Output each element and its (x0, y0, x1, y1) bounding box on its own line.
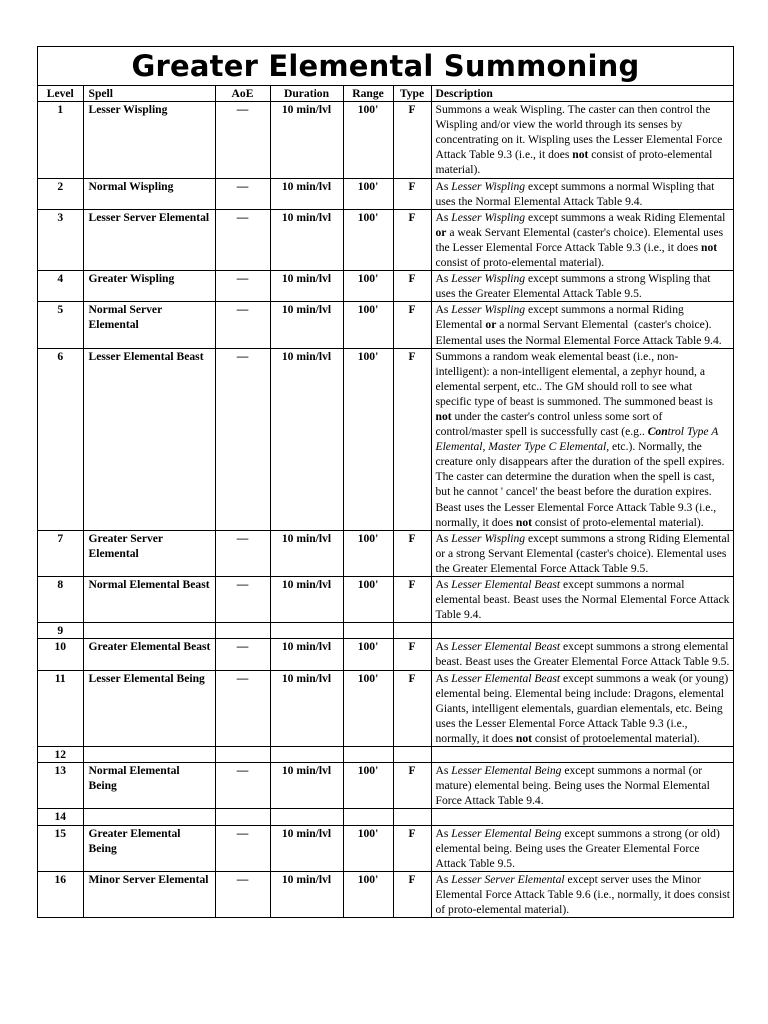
spell-name-cell: Lesser Elemental Beast (83, 348, 215, 530)
spell-table (38, 86, 733, 917)
level-cell: 1 (38, 102, 83, 178)
aoe-cell: — (215, 825, 270, 871)
spell-list-document (37, 46, 734, 918)
table-row (38, 670, 733, 746)
aoe-cell (215, 809, 270, 825)
description-cell: As Lesser Elemental Being except summons a strong (or old) elemental being. Being uses the Greater Elemental Force Attack Table 9.5. (431, 825, 733, 871)
level-cell: 3 (38, 209, 83, 270)
range-cell: 100' (343, 670, 393, 746)
level-cell: 5 (38, 302, 83, 348)
aoe-cell: — (215, 102, 270, 178)
type-cell: F (393, 871, 431, 917)
range-cell: 100' (343, 102, 393, 178)
duration-cell (270, 623, 343, 639)
duration-cell: 10 min/lvl (270, 577, 343, 623)
table-body (38, 102, 733, 917)
spell-name-cell: Minor Server Elemental (83, 871, 215, 917)
type-cell (393, 623, 431, 639)
spell-name-cell: Normal Elemental Being (83, 763, 215, 809)
type-cell: F (393, 209, 431, 270)
duration-cell: 10 min/lvl (270, 178, 343, 209)
level-cell: 9 (38, 623, 83, 639)
description-cell: As Lesser Elemental Beast except summons a strong elemental beast. Beast uses the Greater Elemental Force Attack Table 9.5. (431, 639, 733, 670)
type-cell: F (393, 639, 431, 670)
duration-cell: 10 min/lvl (270, 825, 343, 871)
description-cell: As Lesser Elemental Being except summons a normal (or mature) elemental being. Being uses the Normal Elemental Force Attack Table 9.4. (431, 763, 733, 809)
duration-cell: 10 min/lvl (270, 639, 343, 670)
spell-name-cell: Normal Wispling (83, 178, 215, 209)
duration-cell (270, 809, 343, 825)
header-level: Level (38, 86, 83, 102)
description-cell: As Lesser Wispling except summons a strong Wispling that uses the Greater Elemental Attack Table 9.5. (431, 271, 733, 302)
type-cell: F (393, 670, 431, 746)
range-cell: 100' (343, 209, 393, 270)
type-cell: F (393, 825, 431, 871)
table-row (38, 102, 733, 178)
range-cell: 100' (343, 302, 393, 348)
level-cell: 6 (38, 348, 83, 530)
table-row (38, 577, 733, 623)
aoe-cell: — (215, 763, 270, 809)
description-cell: As Lesser Wispling except summons a weak Riding Elemental or a weak Servant Elemental (caster's choice). Elemental uses the Lesser Elemental Force Attack Table 9.3 (i.e., it does not consist of proto-elemental material). (431, 209, 733, 270)
spell-name-cell: Normal Elemental Beast (83, 577, 215, 623)
description-cell (431, 747, 733, 763)
range-cell: 100' (343, 825, 393, 871)
description-cell: As Lesser Wispling except summons a normal Wispling that uses the Normal Elemental Attack Table 9.4. (431, 178, 733, 209)
aoe-cell: — (215, 670, 270, 746)
description-cell: Summons a weak Wispling. The caster can then control the Wispling and/or view the world through its senses by concentrating on it. Wispling uses the Lesser Elemental Force Attack Table 9.3 (i.e., it does not consist of proto-elemental material). (431, 102, 733, 178)
aoe-cell: — (215, 271, 270, 302)
level-cell: 12 (38, 747, 83, 763)
aoe-cell (215, 623, 270, 639)
level-cell: 16 (38, 871, 83, 917)
aoe-cell: — (215, 871, 270, 917)
table-row (38, 809, 733, 825)
table-row (38, 209, 733, 270)
level-cell: 14 (38, 809, 83, 825)
aoe-cell: — (215, 577, 270, 623)
type-cell: F (393, 178, 431, 209)
description-cell: Summons a random weak elemental beast (i.e., non-intelligent): a non-intelligent elemental, a zephyr hound, a elemental serpent, etc.. The GM should roll to see what specific type of beast is summoned. The summoned beast is not under the caster's control unless some sort of control/master spell is successfully cast (e.g.. Control Type A Elemental, Master Type C Elemental, etc.). Normally, the creature only disappears after the duration of the spell expires. The caster can determine the duration when the spell is cast, but he cannot ' cancel' the beast before the duration expires. Beast uses the Lesser Elemental Force Attack Table 9.3 (i.e., normally, it does not consist of proto-elemental material). (431, 348, 733, 530)
table-row (38, 348, 733, 530)
table-row (38, 871, 733, 917)
description-cell (431, 809, 733, 825)
table-row (38, 623, 733, 639)
table-row (38, 302, 733, 348)
level-cell: 11 (38, 670, 83, 746)
range-cell: 100' (343, 577, 393, 623)
aoe-cell (215, 747, 270, 763)
duration-cell: 10 min/lvl (270, 271, 343, 302)
level-cell: 2 (38, 178, 83, 209)
type-cell: F (393, 577, 431, 623)
range-cell: 100' (343, 348, 393, 530)
range-cell (343, 623, 393, 639)
spell-name-cell: Lesser Elemental Being (83, 670, 215, 746)
table-header-row (38, 86, 733, 102)
spell-name-cell: Greater Elemental Beast (83, 639, 215, 670)
description-cell (431, 623, 733, 639)
header-type: Type (393, 86, 431, 102)
description-cell: As Lesser Wispling except summons a normal Riding Elemental or a normal Servant Elemental (caster's choice). Elemental uses the Normal Elemental Force Attack Table 9.4. (431, 302, 733, 348)
type-cell: F (393, 302, 431, 348)
type-cell: F (393, 530, 431, 576)
table-row (38, 825, 733, 871)
duration-cell: 10 min/lvl (270, 209, 343, 270)
table-row (38, 530, 733, 576)
level-cell: 7 (38, 530, 83, 576)
header-duration: Duration (270, 86, 343, 102)
type-cell: F (393, 348, 431, 530)
spell-name-cell: Greater Elemental Being (83, 825, 215, 871)
aoe-cell: — (215, 178, 270, 209)
range-cell: 100' (343, 530, 393, 576)
level-cell: 15 (38, 825, 83, 871)
level-cell: 13 (38, 763, 83, 809)
duration-cell: 10 min/lvl (270, 530, 343, 576)
duration-cell: 10 min/lvl (270, 670, 343, 746)
range-cell: 100' (343, 271, 393, 302)
duration-cell: 10 min/lvl (270, 763, 343, 809)
level-cell: 4 (38, 271, 83, 302)
level-cell: 10 (38, 639, 83, 670)
type-cell: F (393, 102, 431, 178)
description-cell: As Lesser Elemental Beast except summons a normal elemental beast. Beast uses the Normal Elemental Force Attack Table 9.4. (431, 577, 733, 623)
description-cell: As Lesser Wispling except summons a strong Riding Elemental or a strong Servant Elemental (caster's choice). Elemental uses the Greater Elemental Force Attack Table 9.5. (431, 530, 733, 576)
range-cell (343, 747, 393, 763)
spell-name-cell (83, 747, 215, 763)
duration-cell: 10 min/lvl (270, 102, 343, 178)
range-cell: 100' (343, 763, 393, 809)
aoe-cell: — (215, 302, 270, 348)
level-cell: 8 (38, 577, 83, 623)
duration-cell: 10 min/lvl (270, 302, 343, 348)
spell-name-cell: Lesser Server Elemental (83, 209, 215, 270)
table-row (38, 178, 733, 209)
header-description: Description (431, 86, 733, 102)
spell-name-cell (83, 809, 215, 825)
spell-name-cell: Normal Server Elemental (83, 302, 215, 348)
duration-cell (270, 747, 343, 763)
type-cell: F (393, 271, 431, 302)
table-row (38, 747, 733, 763)
header-spell: Spell (83, 86, 215, 102)
type-cell (393, 809, 431, 825)
aoe-cell: — (215, 639, 270, 670)
spell-name-cell (83, 623, 215, 639)
header-aoe: AoE (215, 86, 270, 102)
spell-name-cell: Lesser Wispling (83, 102, 215, 178)
duration-cell: 10 min/lvl (270, 348, 343, 530)
description-cell: As Lesser Server Elemental except server uses the Minor Elemental Force Attack Table 9.6 (i.e., normally, it does consist of proto-elemental material). (431, 871, 733, 917)
aoe-cell: — (215, 348, 270, 530)
header-range: Range (343, 86, 393, 102)
range-cell: 100' (343, 639, 393, 670)
spell-name-cell: Greater Server Elemental (83, 530, 215, 576)
type-cell (393, 747, 431, 763)
type-cell: F (393, 763, 431, 809)
description-cell: As Lesser Elemental Beast except summons a weak (or young) elemental being. Elemental being include: Dragons, elemental Giants, intelligent elementals, guardian elementals, etc. Being uses the Lesser Elemental Force Attack Table 9.3 (i.e., normally, it does not consist of protoelemental material). (431, 670, 733, 746)
page-title: Greater Elemental Summoning (38, 47, 733, 86)
range-cell (343, 809, 393, 825)
table-row (38, 639, 733, 670)
range-cell: 100' (343, 871, 393, 917)
aoe-cell: — (215, 209, 270, 270)
spell-name-cell: Greater Wispling (83, 271, 215, 302)
duration-cell: 10 min/lvl (270, 871, 343, 917)
range-cell: 100' (343, 178, 393, 209)
aoe-cell: — (215, 530, 270, 576)
table-row (38, 763, 733, 809)
table-row (38, 271, 733, 302)
